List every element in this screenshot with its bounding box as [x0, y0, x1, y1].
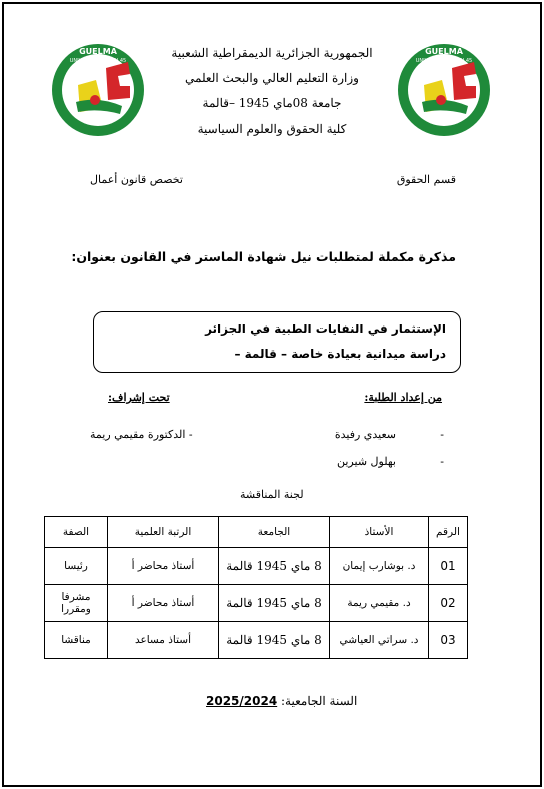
- title-box: [93, 311, 461, 373]
- row-rank: أستاذ مساعد: [108, 622, 219, 659]
- department-label: قسم الحقوق: [396, 173, 456, 186]
- row-professor: د. بوشارب إيمان: [330, 548, 429, 585]
- student-dash-2: -: [440, 455, 444, 468]
- row-role: مشرفا ومقررا: [45, 585, 108, 622]
- col-rank: الرتبة العلمية: [108, 517, 219, 548]
- col-university: الجامعة: [219, 517, 330, 548]
- row-university: 8 ماي 1945 قالمة: [219, 622, 330, 659]
- row-number: 03: [429, 622, 468, 659]
- jury-heading: لجنة المناقشة: [240, 488, 304, 501]
- table-row: [45, 622, 468, 659]
- row-role: رئيسا: [45, 548, 108, 585]
- jury-header-row: [45, 517, 468, 548]
- row-number: 02: [429, 585, 468, 622]
- academic-year-label: السنة الجامعية:: [281, 694, 358, 708]
- row-rank: أستاذ محاضر أ: [108, 585, 219, 622]
- row-number: 01: [429, 548, 468, 585]
- thesis-subtitle: دراسة ميدانية بعيادة خاصة – قالمة –: [234, 347, 446, 361]
- logo-subtext: UNIVERSITE 08 MAI 45: [69, 58, 127, 64]
- table-row: [45, 548, 468, 585]
- thesis-title: الإستثمار في النفايات الطبية في الجزائر: [205, 322, 446, 336]
- header-republic: الجمهورية الجزائرية الديمقراطية الشعبية: [171, 46, 373, 60]
- row-professor: د. سراتي العياشي: [330, 622, 429, 659]
- header-university: جامعة 08ماي 1945 –قالمة: [202, 96, 342, 110]
- supervisor-name: - الدكتورة مقيمي ريمة: [90, 428, 193, 441]
- table-row: [45, 585, 468, 622]
- student-name-1: سعيدي رفيدة: [334, 428, 396, 441]
- header-ministry: وزارة التعليم العالي والبحث العلمي: [185, 71, 359, 85]
- row-professor: د. مقيمي ريمة: [330, 585, 429, 622]
- academic-year-value: 2025/2024: [206, 694, 278, 708]
- row-university: 8 ماي 1945 قالمة: [219, 585, 330, 622]
- svg-text:UNIVERSITE 08 MAI 45: UNIVERSITE 08 MAI 45: [415, 58, 473, 64]
- student-dash-1: -: [440, 428, 444, 441]
- specialty-label: تخصص قانون أعمال: [90, 173, 183, 186]
- col-number: الرقم: [429, 517, 468, 548]
- university-logo-right: [394, 40, 494, 140]
- row-role: مناقشا: [45, 622, 108, 659]
- supervisor-heading: تحت إشراف:: [108, 391, 170, 404]
- row-university: 8 ماي 1945 قالمة: [219, 548, 330, 585]
- logo-text: GUELMA: [79, 47, 117, 56]
- students-heading: من إعداد الطلبة:: [364, 391, 442, 404]
- row-rank: أستاذ محاضر أ: [108, 548, 219, 585]
- header-faculty: كلية الحقوق والعلوم السياسية: [197, 122, 347, 136]
- student-name-2: بهلول شيرين: [337, 455, 396, 468]
- academic-year: [206, 694, 357, 708]
- thesis-intro: مذكرة مكملة لمتطلبات نيل شهادة الماستر في القانون بعنوان:: [71, 249, 456, 264]
- university-logo-left: [48, 40, 148, 140]
- svg-text:GUELMA: GUELMA: [425, 47, 463, 56]
- col-role: الصفة: [45, 517, 108, 548]
- col-professor: الأستاذ: [330, 517, 429, 548]
- jury-table: [44, 516, 468, 659]
